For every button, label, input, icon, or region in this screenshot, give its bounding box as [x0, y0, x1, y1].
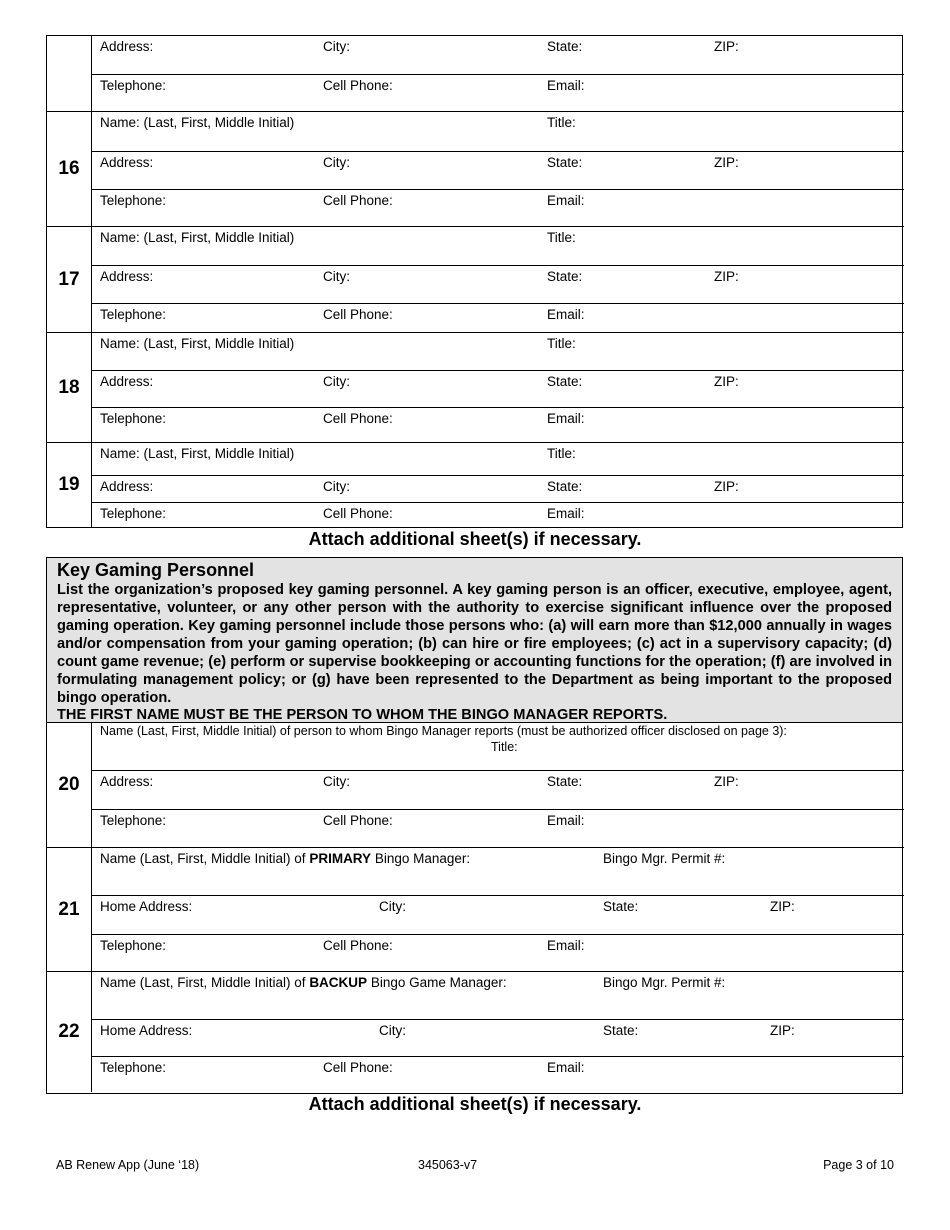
name-line	[91, 972, 904, 1019]
row-number: 20	[47, 722, 92, 847]
zip-field[interactable]: ZIP:	[770, 1023, 795, 1038]
attach-note: Attach additional sheet(s) if necessary.	[308, 1094, 642, 1114]
telephone-field[interactable]: Telephone:	[100, 1060, 167, 1075]
personnel-row-20	[47, 722, 904, 847]
phone-line	[91, 189, 904, 227]
email-field[interactable]: Email:	[547, 307, 585, 322]
name-line	[91, 112, 904, 151]
phone-line	[91, 74, 904, 111]
city-field[interactable]: City:	[323, 155, 350, 170]
address-line	[91, 770, 904, 809]
city-field[interactable]: City:	[323, 774, 350, 789]
state-field[interactable]: State:	[547, 374, 583, 389]
cell-phone-field[interactable]: Cell Phone:	[323, 1060, 393, 1075]
cell-phone-field[interactable]: Cell Phone:	[323, 938, 393, 953]
title-field[interactable]: Title:	[547, 446, 576, 461]
name-suffix: Bingo Manager:	[371, 851, 471, 866]
row-number: 16	[47, 112, 92, 226]
personnel-row-19	[47, 442, 904, 527]
primary-manager-name-field[interactable]	[100, 851, 470, 866]
email-field[interactable]: Email:	[547, 506, 585, 521]
address-line	[91, 895, 904, 934]
personnel-row-15	[47, 36, 904, 111]
address-field[interactable]: Address:	[100, 39, 154, 54]
name-field[interactable]: Name: (Last, First, Middle Initial)	[100, 230, 295, 245]
section-title: Key Gaming Personnel	[57, 560, 255, 580]
name-line	[91, 333, 904, 370]
telephone-field[interactable]: Telephone:	[100, 506, 167, 521]
email-field[interactable]: Email:	[547, 78, 585, 93]
cell-phone-field[interactable]: Cell Phone:	[323, 813, 393, 828]
name-field[interactable]: Name: (Last, First, Middle Initial)	[100, 115, 295, 130]
personnel-table-bottom	[46, 722, 903, 1094]
address-line	[91, 265, 904, 303]
city-field[interactable]: City:	[323, 39, 350, 54]
telephone-field[interactable]: Telephone:	[100, 307, 167, 322]
footer-form-id: AB Renew App (June ‘18)	[56, 1158, 200, 1172]
phone-line	[91, 407, 904, 443]
state-field[interactable]: State:	[547, 39, 583, 54]
state-field[interactable]: State:	[603, 899, 639, 914]
state-field[interactable]: State:	[547, 155, 583, 170]
address-line	[91, 151, 904, 189]
name-field[interactable]: Name: (Last, First, Middle Initial)	[100, 446, 295, 461]
title-field[interactable]: Title:	[547, 230, 576, 245]
section-requirement-note: THE FIRST NAME MUST BE THE PERSON TO WHOM THE BINGO MANAGER REPORTS.	[57, 707, 668, 723]
home-address-field[interactable]: Home Address:	[100, 1023, 193, 1038]
state-field[interactable]: State:	[547, 774, 583, 789]
zip-field[interactable]: ZIP:	[714, 479, 739, 494]
email-field[interactable]: Email:	[547, 1060, 585, 1075]
email-field[interactable]: Email:	[547, 813, 585, 828]
section-description: List the organization’s proposed key gaming personnel. A key gaming person is an officer, executive, employee, agent, representative, volunteer, or any other person with the authority to exercise significant influence over the proposed gaming operation. Key gaming personnel include those persons who: (a) will earn more than $12,000 annually in wages and/or compensation from your gaming operation; (b) can hire or fire employees; (c) act in a supervisory capacity; (d) count game revenue; (e) perform or supervise bookkeeping or accounting functions for the operation; (f) are involved in formulating management policy; or (g) have been represented to the Department as being important to the proposed bingo operation.	[57, 582, 892, 706]
permit-field[interactable]: Bingo Mgr. Permit #:	[603, 975, 726, 990]
city-field[interactable]: City:	[323, 269, 350, 284]
zip-field[interactable]: ZIP:	[714, 269, 739, 284]
telephone-field[interactable]: Telephone:	[100, 78, 167, 93]
attach-note: Attach additional sheet(s) if necessary.	[308, 529, 642, 549]
title-field[interactable]: Title:	[491, 740, 518, 754]
personnel-row-16	[47, 111, 904, 226]
city-field[interactable]: City:	[379, 899, 406, 914]
city-field[interactable]: City:	[379, 1023, 406, 1038]
zip-field[interactable]: ZIP:	[714, 39, 739, 54]
address-field[interactable]: Address:	[100, 269, 154, 284]
telephone-field[interactable]: Telephone:	[100, 938, 167, 953]
city-field[interactable]: City:	[323, 479, 350, 494]
footer-doc-version: 345063-v7	[418, 1158, 478, 1172]
backup-manager-name-field[interactable]	[100, 975, 507, 990]
row-number: 21	[47, 848, 92, 971]
name-suffix: Bingo Game Manager:	[367, 975, 507, 990]
state-field[interactable]: State:	[547, 269, 583, 284]
cell-phone-field[interactable]: Cell Phone:	[323, 307, 393, 322]
title-field[interactable]: Title:	[547, 336, 576, 351]
address-field[interactable]: Address:	[100, 479, 154, 494]
phone-line	[91, 502, 904, 528]
name-field[interactable]: Name: (Last, First, Middle Initial)	[100, 336, 295, 351]
name-emphasis: PRIMARY	[309, 851, 372, 866]
personnel-table-top	[46, 35, 903, 528]
row-number: 22	[47, 972, 92, 1092]
email-field[interactable]: Email:	[547, 193, 585, 208]
cell-phone-field[interactable]: Cell Phone:	[323, 78, 393, 93]
permit-field[interactable]: Bingo Mgr. Permit #:	[603, 851, 726, 866]
name-line	[91, 227, 904, 265]
address-field[interactable]: Address:	[100, 155, 154, 170]
name-line	[91, 848, 904, 895]
row-number: 18	[47, 333, 92, 442]
telephone-field[interactable]: Telephone:	[100, 193, 167, 208]
email-field[interactable]: Email:	[547, 938, 585, 953]
cell-phone-field[interactable]: Cell Phone:	[323, 411, 393, 426]
row-number: 19	[47, 443, 92, 527]
state-field[interactable]: State:	[603, 1023, 639, 1038]
row-number: 17	[47, 227, 92, 332]
footer-page-number: Page 3 of 10	[823, 1158, 894, 1172]
phone-line	[91, 303, 904, 333]
key-gaming-personnel-header	[46, 557, 903, 723]
zip-field[interactable]: ZIP:	[714, 374, 739, 389]
telephone-field[interactable]: Telephone:	[100, 411, 167, 426]
name-line	[91, 722, 904, 770]
state-field[interactable]: State:	[547, 479, 583, 494]
cell-phone-field[interactable]: Cell Phone:	[323, 506, 393, 521]
address-field[interactable]: Address:	[100, 774, 154, 789]
personnel-row-17	[47, 226, 904, 332]
zip-field[interactable]: ZIP:	[714, 155, 739, 170]
city-field[interactable]: City:	[323, 374, 350, 389]
email-field[interactable]: Email:	[547, 411, 585, 426]
telephone-field[interactable]: Telephone:	[100, 813, 167, 828]
zip-field[interactable]: ZIP:	[770, 899, 795, 914]
personnel-row-22	[47, 971, 904, 1092]
phone-line	[91, 809, 904, 847]
row-number	[47, 36, 92, 111]
name-field[interactable]: Name (Last, First, Middle Initial) of person to whom Bingo Manager reports (must be authorized officer disclosed on page 3):	[100, 724, 787, 738]
phone-line	[91, 934, 904, 972]
address-line	[91, 36, 904, 74]
name-prefix: Name (Last, First, Middle Initial) of	[100, 851, 310, 866]
address-line	[91, 475, 904, 502]
title-field[interactable]: Title:	[547, 115, 576, 130]
personnel-row-18	[47, 332, 904, 442]
phone-line	[91, 1056, 904, 1093]
address-line	[91, 370, 904, 407]
cell-phone-field[interactable]: Cell Phone:	[323, 193, 393, 208]
home-address-field[interactable]: Home Address:	[100, 899, 193, 914]
name-line	[91, 443, 904, 475]
address-field[interactable]: Address:	[100, 374, 154, 389]
address-line	[91, 1019, 904, 1056]
name-prefix: Name (Last, First, Middle Initial) of	[100, 975, 310, 990]
name-emphasis: BACKUP	[309, 975, 368, 990]
zip-field[interactable]: ZIP:	[714, 774, 739, 789]
personnel-row-21	[47, 847, 904, 971]
